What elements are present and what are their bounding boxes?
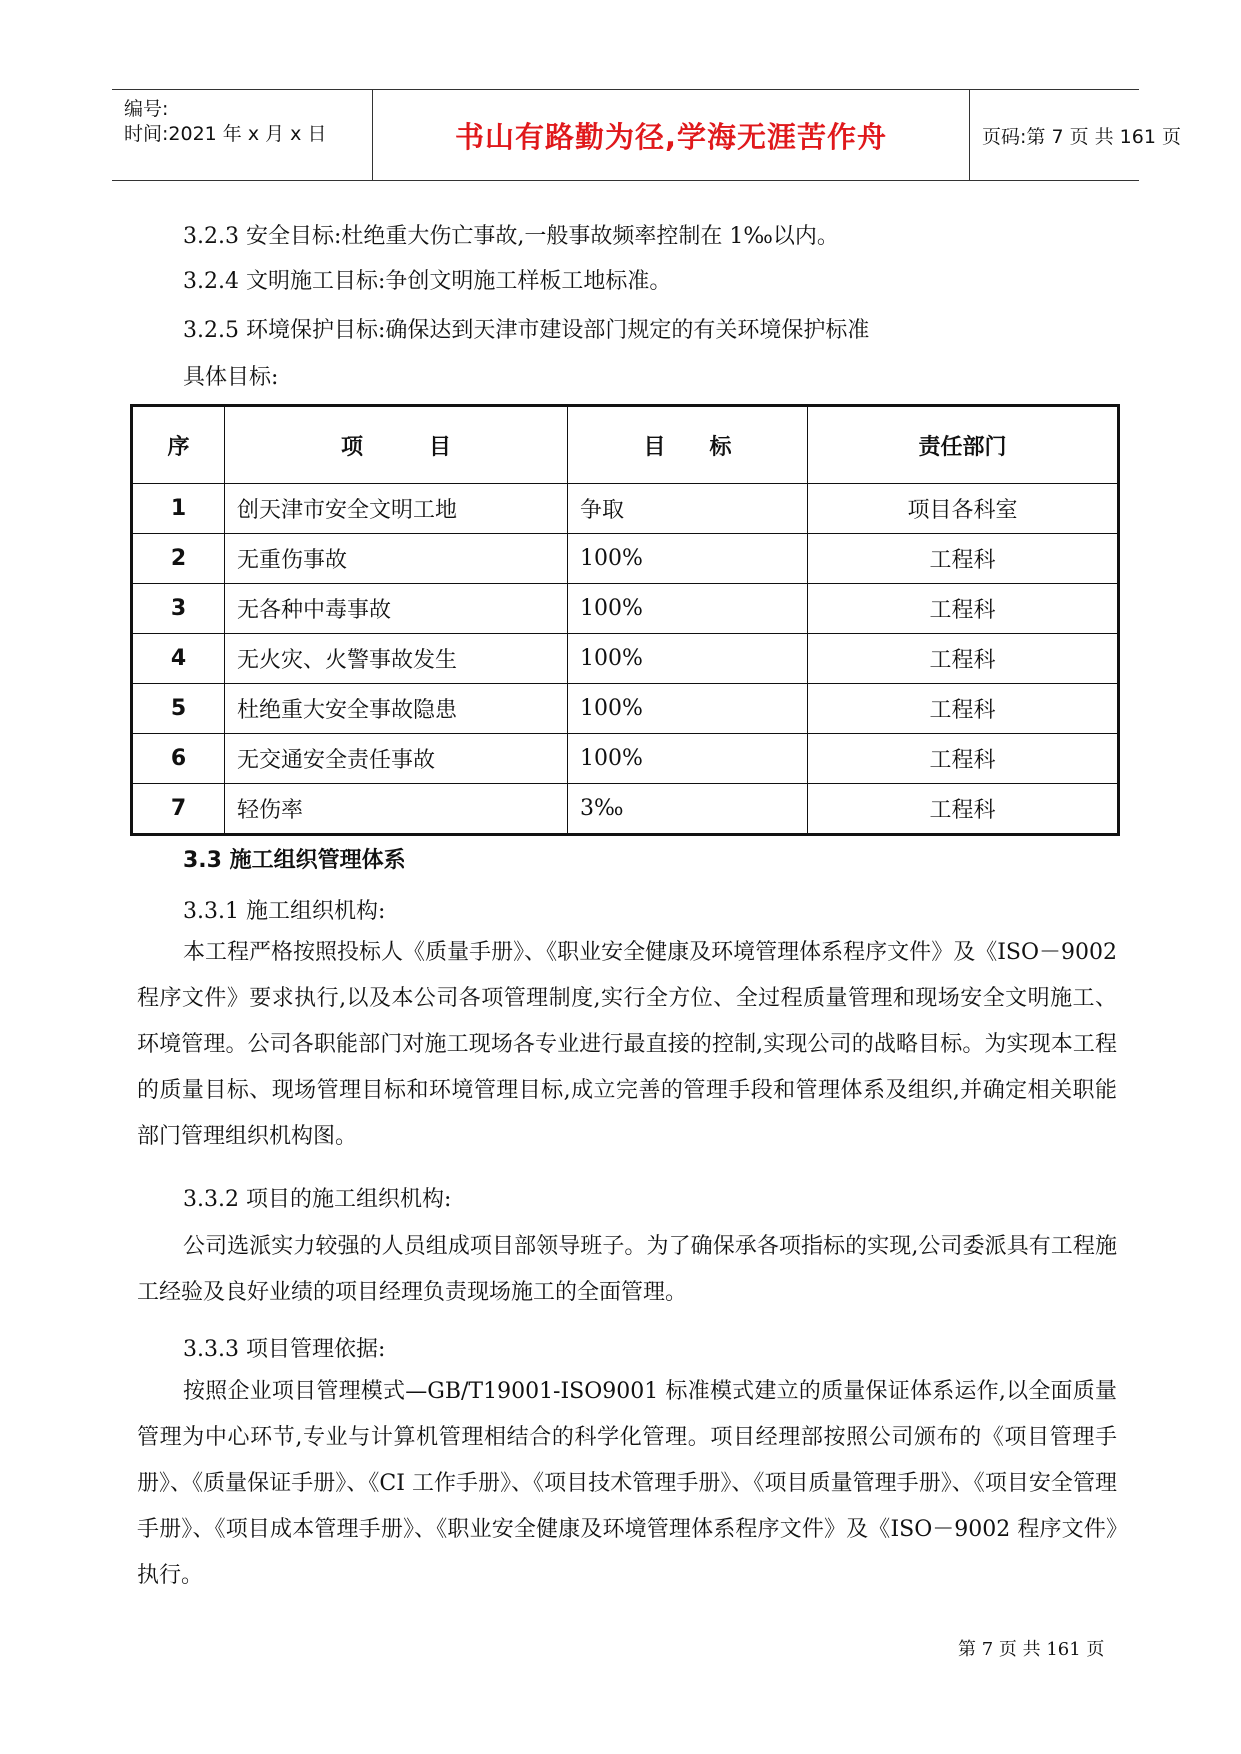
cell-dept: 项目各科室 xyxy=(808,484,1119,534)
section-3-2-4: 3.2.4 文明施工目标:争创文明施工样板工地标准。 xyxy=(183,269,672,294)
header-goal: 目 标 xyxy=(568,406,808,484)
cell-no: 2 xyxy=(132,534,225,584)
section-3-2-3: 3.2.3 安全目标:杜绝重大伤亡事故,一般事故频率控制在 1‰以内。 xyxy=(183,224,839,249)
section-3-3-2-title: 3.3.2 项目的施工组织机构: xyxy=(183,1187,452,1212)
cell-no: 6 xyxy=(132,734,225,784)
cell-no: 7 xyxy=(132,784,225,835)
cell-goal: 100% xyxy=(568,634,808,684)
header-item: 项 目 xyxy=(225,406,568,484)
specific-goals-label: 具体目标: xyxy=(183,365,279,390)
cell-no: 3 xyxy=(132,584,225,634)
cell-goal: 3‰ xyxy=(568,784,808,835)
cell-no: 1 xyxy=(132,484,225,534)
header-motto: 书山有路勤为径,学海无涯苦作舟 xyxy=(373,90,970,180)
cell-dept: 工程科 xyxy=(808,634,1119,684)
date-label: 时间:2021 年 x 月 x 日 xyxy=(124,123,327,145)
header-page-info: 页码:第 7 页 共 161 页 xyxy=(982,125,1181,148)
table-row xyxy=(132,734,1119,784)
number-label: 编号: xyxy=(124,98,169,120)
table-row xyxy=(132,784,1119,835)
header-dept: 责任部门 xyxy=(808,406,1119,484)
section-3-3-1-title: 3.3.1 施工组织机构: xyxy=(183,899,386,924)
cell-dept: 工程科 xyxy=(808,534,1119,584)
section-3-3-2-body: 公司选派实力较强的人员组成项目部领导班子。为了确保承各项指标的实现,公司委派具有工程施工经验及良好业绩的项目经理负责现场施工的全面管理。 xyxy=(137,1234,1117,1305)
cell-no: 5 xyxy=(132,684,225,734)
cell-goal: 100% xyxy=(568,734,808,784)
cell-dept: 工程科 xyxy=(808,784,1119,835)
header-no: 序 xyxy=(132,406,225,484)
table-row xyxy=(132,684,1119,734)
section-3-3-3-title: 3.3.3 项目管理依据: xyxy=(183,1337,386,1362)
cell-no: 4 xyxy=(132,634,225,684)
cell-dept: 工程科 xyxy=(808,684,1119,734)
cell-goal: 100% xyxy=(568,684,808,734)
table-row xyxy=(132,484,1119,534)
cell-item: 轻伤率 xyxy=(225,784,568,835)
cell-item: 杜绝重大安全事故隐患 xyxy=(225,684,568,734)
cell-goal: 100% xyxy=(568,534,808,584)
cell-item: 无重伤事故 xyxy=(225,534,568,584)
page-header xyxy=(112,89,1181,181)
cell-dept: 工程科 xyxy=(808,584,1119,634)
section-3-2-5: 3.2.5 环境保护目标:确保达到天津市建设部门规定的有关环境保护标准 xyxy=(183,318,870,343)
table-header-row xyxy=(132,406,1119,484)
section-3-3-title: 3.3 施工组织管理体系 xyxy=(183,848,406,873)
cell-goal: 100% xyxy=(568,584,808,634)
header-meta xyxy=(112,90,373,180)
cell-item: 无交通安全责任事故 xyxy=(225,734,568,784)
targets-table xyxy=(130,404,1120,836)
section-3-3-3-body: 按照企业项目管理模式—GB/T19001-ISO9001 标准模式建立的质量保证体系运作,以全面质量管理为中心环节,专业与计算机管理相结合的科学化管理。项目经理部按照公司颁布的《项目管理手册》、《质量保证手册》、《CI 工作手册》、《项目技术管理手册》、《项目质量管理手册》、《项目安全管理手册》、《项目成本管理手册》、《职业安全健康及环境管理体系程序文件》及《ISO－9002 程序文件》执行。 xyxy=(137,1379,1117,1588)
cell-dept: 工程科 xyxy=(808,734,1119,784)
table-row xyxy=(132,634,1119,684)
cell-goal: 争取 xyxy=(568,484,808,534)
cell-item: 无各种中毒事故 xyxy=(225,584,568,634)
table-row xyxy=(132,534,1119,584)
section-3-3-1-body: 本工程严格按照投标人《质量手册》、《职业安全健康及环境管理体系程序文件》及《ISO－9002 程序文件》要求执行,以及本公司各项管理制度,实行全方位、全过程质量管理和现场安全文明施工、环境管理。公司各职能部门对施工现场各专业进行最直接的控制,实现公司的战略目标。为实现本工程的质量目标、现场管理目标和环境管理目标,成立完善的管理手段和管理体系及组织,并确定相关职能部门管理组织机构图。 xyxy=(137,940,1117,1149)
cell-item: 无火灾、火警事故发生 xyxy=(225,634,568,684)
table-row xyxy=(132,584,1119,634)
page-footer: 第 7 页 共 161 页 xyxy=(958,1639,1105,1660)
cell-item: 创天津市安全文明工地 xyxy=(225,484,568,534)
